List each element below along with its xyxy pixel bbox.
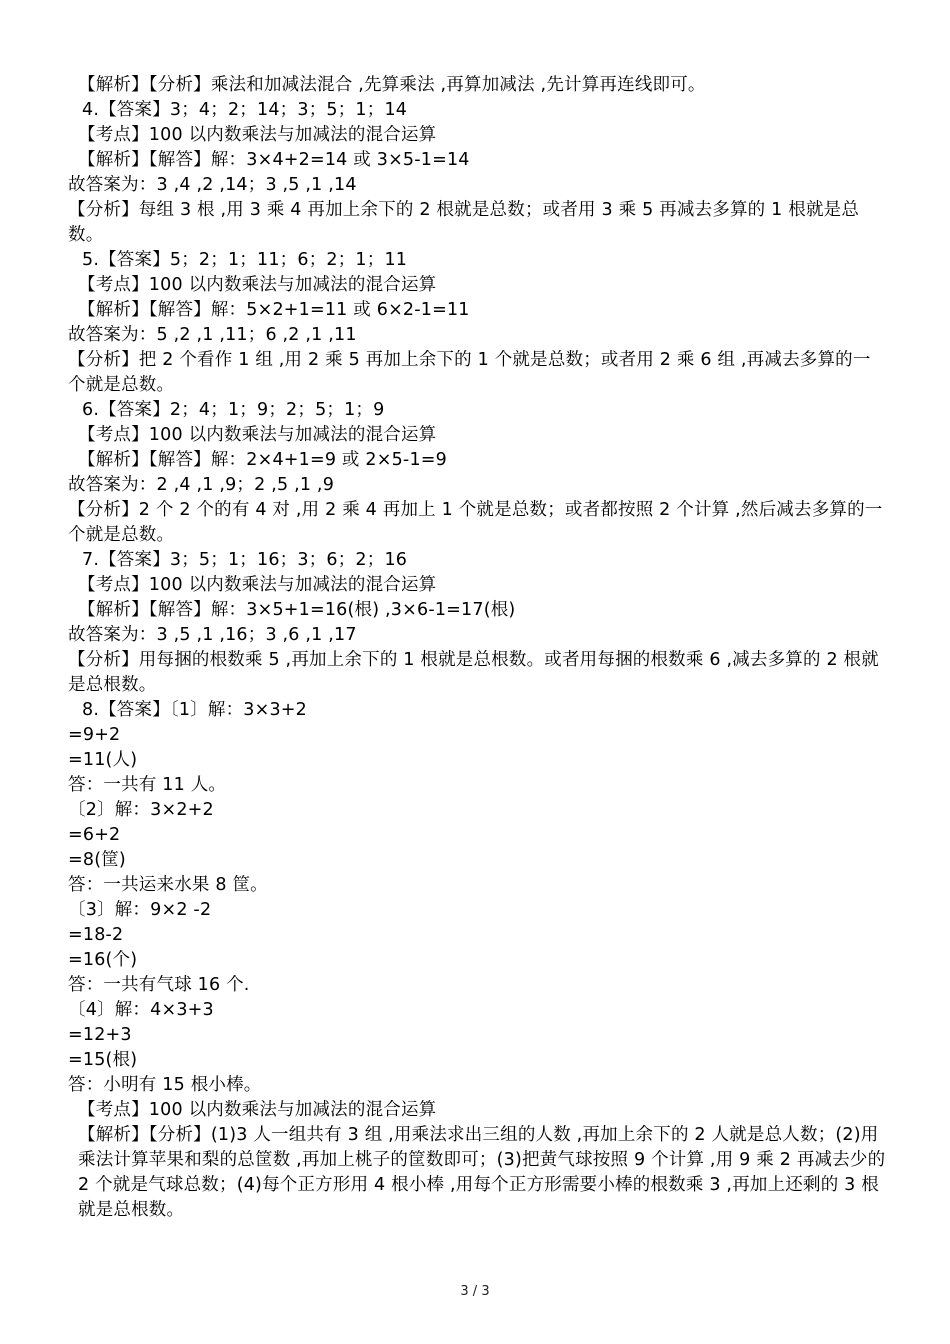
text-line: =8(筐)	[68, 850, 126, 870]
text-line: 【分析】2 个 2 个的有 4 对 ,用 2 乘 4 再加上 1 个就是总数；或者都按照 2 个计算 ,然后减去多算的一个就是总数。	[68, 500, 883, 545]
text-line: 答：一共有气球 16 个.	[68, 975, 250, 995]
text-line: 【分析】每组 3 根 ,用 3 乘 4 再加上余下的 2 根就是总数；或者用 3 乘 5 再减去多算的 1 根就是总数。	[68, 200, 860, 245]
text-line: 【考点】100 以内数乘法与加减法的混合运算	[78, 1100, 437, 1120]
text-line: 7.【答案】3；5；1；16；3；6；2；16	[82, 550, 408, 570]
text-line: 【考点】100 以内数乘法与加减法的混合运算	[78, 575, 437, 595]
text-line: 答：小明有 15 根小棒。	[68, 1075, 262, 1095]
text-line: 【解析】【分析】乘法和加减法混合 ,先算乘法 ,再算加减法 ,先计算再连线即可。	[78, 75, 706, 95]
text-line: 答：一共有 11 人。	[68, 775, 227, 795]
text-line: 〔4〕解：4×3+3	[68, 1000, 214, 1020]
text-line: 【考点】100 以内数乘法与加减法的混合运算	[78, 125, 437, 145]
text-line: =9+2	[68, 725, 121, 745]
text-line: 【解析】【分析】(1)3 人一组共有 3 组 ,用乘法求出三组的人数 ,再加上余下的 2 人就是总人数；(2)用乘法计算苹果和梨的总筐数 ,再加上桃子的筐数即可；(3)把黄气球按照 9 个计算 ,用 9 乘 2 再减去少的 2 个就是气球总数；(4)每个正方形用 4 根小棒 ,用每个正方形需要小棒的根数乘 3 ,再加上还剩的 3 根就是总根数。	[78, 1125, 886, 1220]
text-line: =12+3	[68, 1025, 132, 1045]
page-number: 3 / 3	[460, 1284, 490, 1299]
text-line: =6+2	[68, 825, 121, 845]
text-line: 【考点】100 以内数乘法与加减法的混合运算	[78, 425, 437, 445]
text-line: 〔2〕解：3×2+2	[68, 800, 214, 820]
text-line: 4.【答案】3；4；2；14；3；5；1；14	[82, 100, 408, 120]
text-line: 5.【答案】5；2；1；11；6；2；1；11	[82, 250, 408, 270]
text-line: 【分析】把 2 个看作 1 组 ,用 2 乘 5 再加上余下的 1 个就是总数；或者用 2 乘 6 组 ,再减去多算的一个就是总数。	[68, 350, 871, 395]
text-line: =15(根)	[68, 1050, 138, 1070]
text-line: 8.【答案】〔1〕解：3×3+2	[82, 700, 308, 720]
text-line: 故答案为：3 ,5 ,1 ,16；3 ,6 ,1 ,17	[68, 625, 357, 645]
text-line: =11(人)	[68, 750, 138, 770]
text-line: 〔3〕解：9×2 -2	[68, 900, 212, 920]
text-line: 【考点】100 以内数乘法与加减法的混合运算	[78, 275, 437, 295]
text-line: =16(个)	[68, 950, 138, 970]
text-line: 【分析】用每捆的根数乘 5 ,再加上余下的 1 根就是总根数。或者用每捆的根数乘 6 ,减去多算的 2 根就是总根数。	[68, 650, 879, 695]
text-line: 故答案为：2 ,4 ,1 ,9；2 ,5 ,1 ,9	[68, 475, 335, 495]
text-line: 6.【答案】2；4；1；9；2；5；1；9	[82, 400, 385, 420]
text-line: 【解析】【解答】解：5×2+1=11 或 6×2-1=11	[78, 300, 470, 320]
text-line: 答：一共运来水果 8 筐。	[68, 875, 268, 895]
text-line: 【解析】【解答】解：2×4+1=9 或 2×5-1=9	[78, 450, 447, 470]
text-line: =18-2	[68, 925, 124, 945]
text-line: 故答案为：3 ,4 ,2 ,14；3 ,5 ,1 ,14	[68, 175, 357, 195]
text-line: 故答案为：5 ,2 ,1 ,11；6 ,2 ,1 ,11	[68, 325, 357, 345]
document-body	[68, 73, 888, 1223]
text-line: 【解析】【解答】解：3×4+2=14 或 3×5-1=14	[78, 150, 470, 170]
text-line: 【解析】【解答】解：3×5+1=16(根) ,3×6-1=17(根)	[78, 600, 516, 620]
